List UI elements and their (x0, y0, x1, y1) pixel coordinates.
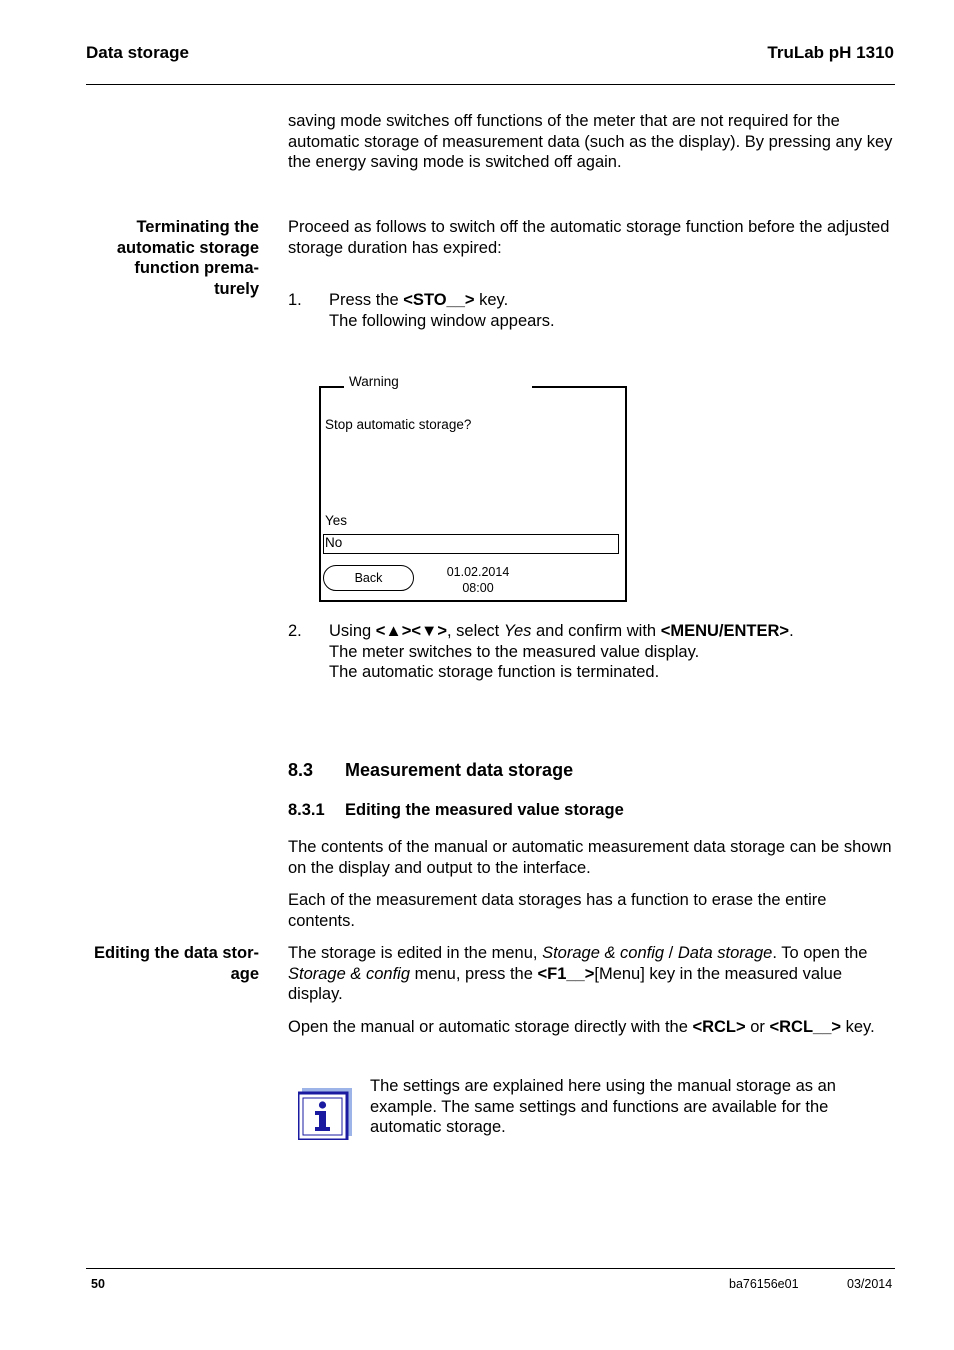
step-1-number: 1. (288, 291, 302, 309)
dialog-datetime (433, 564, 523, 596)
header-section-title: Data storage (86, 43, 189, 62)
subsection-number: 8.3.1 (288, 801, 325, 819)
side-heading-line: Terminating the (136, 218, 259, 236)
side-heading-line: turely (214, 279, 259, 298)
dialog-option-no[interactable]: No (325, 535, 343, 550)
dialog-back-button[interactable]: Back (323, 565, 414, 591)
step-1-text (329, 290, 889, 331)
step-2-number: 2. (288, 622, 302, 640)
side-heading-line: Editing the data stor- (94, 944, 259, 962)
side-heading-line: function prema- (134, 259, 259, 277)
step-2-line-2: The meter switches to the measured value display. (329, 642, 700, 661)
dialog-time: 08:00 (462, 581, 494, 595)
dialog-option-no-selected[interactable] (323, 534, 619, 554)
info-note-text: The settings are explained here using the manual storage as an example. The same settings and functions are available for the automatic storage. (370, 1077, 836, 1136)
paragraph-rcl: Open the manual or automatic storage directly with the <RCL> or <RCL__> key. (288, 1018, 875, 1036)
section-number: 8.3 (288, 760, 314, 780)
step-1-line-1: Press the <STO__> key. (329, 291, 509, 309)
subsection-title: Editing the measured value storage (345, 801, 624, 819)
paragraph-contents: The contents of the manual or automatic measurement data storage can be shown on the display and output to the interface. (288, 838, 892, 877)
dialog-title: Warning (349, 374, 399, 389)
info-icon (298, 1088, 352, 1140)
header-product-name: TruLab pH 1310 (767, 43, 894, 62)
terminating-intro: Proceed as follows to switch off the automatic storage function before the adjusted storage duration has expired: (288, 218, 890, 257)
arrow-keys-label: <▲><▼> (375, 622, 447, 640)
section-title: Measurement data storage (345, 760, 574, 780)
dialog-option-yes[interactable]: Yes (325, 513, 348, 528)
footer-rule (86, 1268, 895, 1269)
step-2-line-1: Using <▲><▼>, select Yes and confirm with <MENU/ENTER>. (329, 622, 794, 640)
dialog-date: 01.02.2014 (446, 565, 510, 579)
step-2-line-3: The automatic storage function is terminated. (329, 663, 660, 681)
document-id: ba76156e01 (729, 1277, 799, 1291)
step-2-text (329, 621, 889, 683)
side-heading-line: automatic storage (116, 238, 259, 257)
header-rule (86, 84, 895, 85)
paragraph-storage-edit: The storage is edited in the menu, Storage & config / Data storage. To open the Storage & config menu, press the <F1__>[Menu] key in the measured value display. (288, 944, 868, 1003)
side-heading-terminating (59, 217, 259, 299)
side-heading-editing (59, 943, 259, 984)
paragraph-erase: Each of the measurement data storages has a function to erase the entire contents. (288, 891, 827, 930)
intro-paragraph: saving mode switches off functions of the meter that are not required for the automatic storage of measurement data (such as the display). By pressing any key the energy saving mode is switched off again. (288, 112, 893, 171)
page-number: 50 (91, 1277, 105, 1291)
side-heading-line: age (230, 964, 259, 983)
step-1-line-2: The following window appears. (329, 311, 555, 330)
document-date: 03/2014 (847, 1277, 893, 1291)
menu-enter-key-label: <MENU/ENTER> (660, 622, 790, 640)
dialog-question: Stop automatic storage? (325, 417, 472, 432)
sto-key-label: <STO__> (403, 291, 475, 309)
